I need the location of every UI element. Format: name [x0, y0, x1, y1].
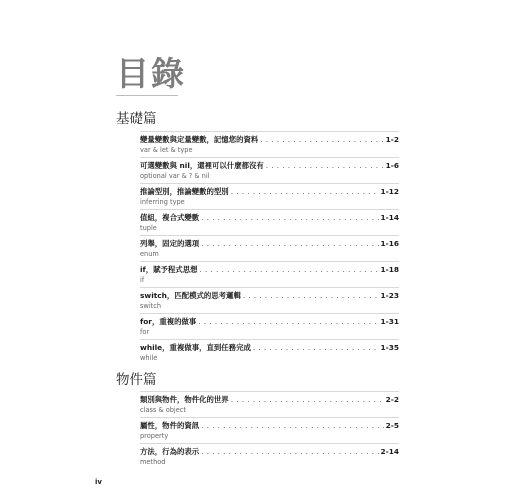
toc-entry-page: 1-35	[380, 343, 399, 352]
toc-entry-title: 類別與物件，物件化的世界	[140, 395, 229, 404]
toc-entry-title: switch，匹配模式的思考邏輯	[140, 291, 241, 300]
toc-entry-title: for，重複的做事	[140, 317, 197, 326]
toc-entry-subtitle: property	[140, 432, 169, 440]
toc-entry-page: 2-14	[380, 447, 399, 456]
toc-entry-subtitle: method	[140, 458, 166, 466]
title-underline	[116, 95, 178, 96]
toc-entry-page: 1-2	[385, 135, 399, 144]
toc-entry[interactable]	[140, 339, 399, 363]
toc-entry-subtitle: optional var & ? & nil	[140, 172, 210, 180]
toc-entry[interactable]	[140, 157, 399, 181]
dot-leader	[201, 420, 384, 431]
toc-entry[interactable]	[140, 183, 399, 207]
toc-entry-page: 1-23	[380, 291, 399, 300]
dot-leader	[201, 238, 378, 249]
toc-entry-title: while，重複做事，直到任務完成	[140, 343, 251, 352]
dot-leader	[253, 342, 379, 353]
toc-entry[interactable]	[140, 443, 399, 467]
toc-entry-title: 變量變數與定量變數，記憶您的資料	[140, 135, 259, 144]
toc-entry-page: 2-5	[385, 421, 399, 430]
toc-entry-subtitle: for	[140, 328, 150, 336]
toc-entry-page: 1-6	[385, 161, 399, 170]
toc-entry-subtitle: var & let & type	[140, 146, 193, 154]
toc-entry-page: 1-14	[380, 213, 399, 222]
toc-entry-subtitle: class & object	[140, 406, 187, 414]
toc-entry-title: 可選變數與 nil，還裡可以什麼都沒有	[140, 161, 264, 170]
section-heading-objects: 物件篇	[116, 372, 157, 388]
dot-leader	[231, 394, 384, 405]
toc-entry-subtitle: switch	[140, 302, 162, 310]
toc-entry[interactable]	[140, 261, 399, 285]
toc-entry[interactable]	[140, 235, 399, 259]
section-heading-basics: 基礎篇	[116, 111, 157, 127]
toc-entry-subtitle: tuple	[140, 224, 157, 232]
toc-entry-subtitle: enum	[140, 250, 159, 258]
toc-entry-subtitle: if	[140, 276, 145, 284]
toc-entry-page: 1-31	[380, 317, 399, 326]
dot-leader	[266, 160, 384, 171]
dot-leader	[243, 290, 379, 301]
toc-entry-title: 方法，行為的表示	[140, 447, 200, 456]
toc-entry-title: 推論型別，推論變數的型別	[140, 187, 229, 196]
toc-entry[interactable]	[140, 131, 399, 155]
dot-leader	[201, 446, 378, 457]
toc-entry-page: 1-18	[380, 265, 399, 274]
toc-entry[interactable]	[140, 313, 399, 337]
toc-entry-subtitle: while	[140, 354, 158, 362]
dot-leader	[231, 186, 379, 197]
dot-leader	[201, 212, 378, 223]
toc-entry[interactable]	[140, 287, 399, 311]
toc-entry-page: 1-12	[380, 187, 399, 196]
toc-entry-title: if，賦予程式思想	[140, 265, 198, 274]
page-number: iv	[95, 478, 102, 486]
toc-entry-page: 2-2	[385, 395, 399, 404]
toc-entry-subtitle: inferring type	[140, 198, 185, 206]
toc-entry-title: 屬性，物件的資訊	[140, 421, 200, 430]
page-title: 目錄	[116, 54, 186, 93]
toc-entry[interactable]	[140, 417, 399, 441]
toc-entry[interactable]	[140, 391, 399, 415]
dot-leader	[199, 264, 378, 275]
dot-leader	[260, 134, 383, 145]
dot-leader	[198, 316, 378, 327]
toc-entry-page: 1-16	[380, 239, 399, 248]
toc-entry-title: 列舉，固定的選項	[140, 239, 200, 248]
toc-entry[interactable]	[140, 209, 399, 233]
toc-entry-title: 值組，複合式變數	[140, 213, 200, 222]
